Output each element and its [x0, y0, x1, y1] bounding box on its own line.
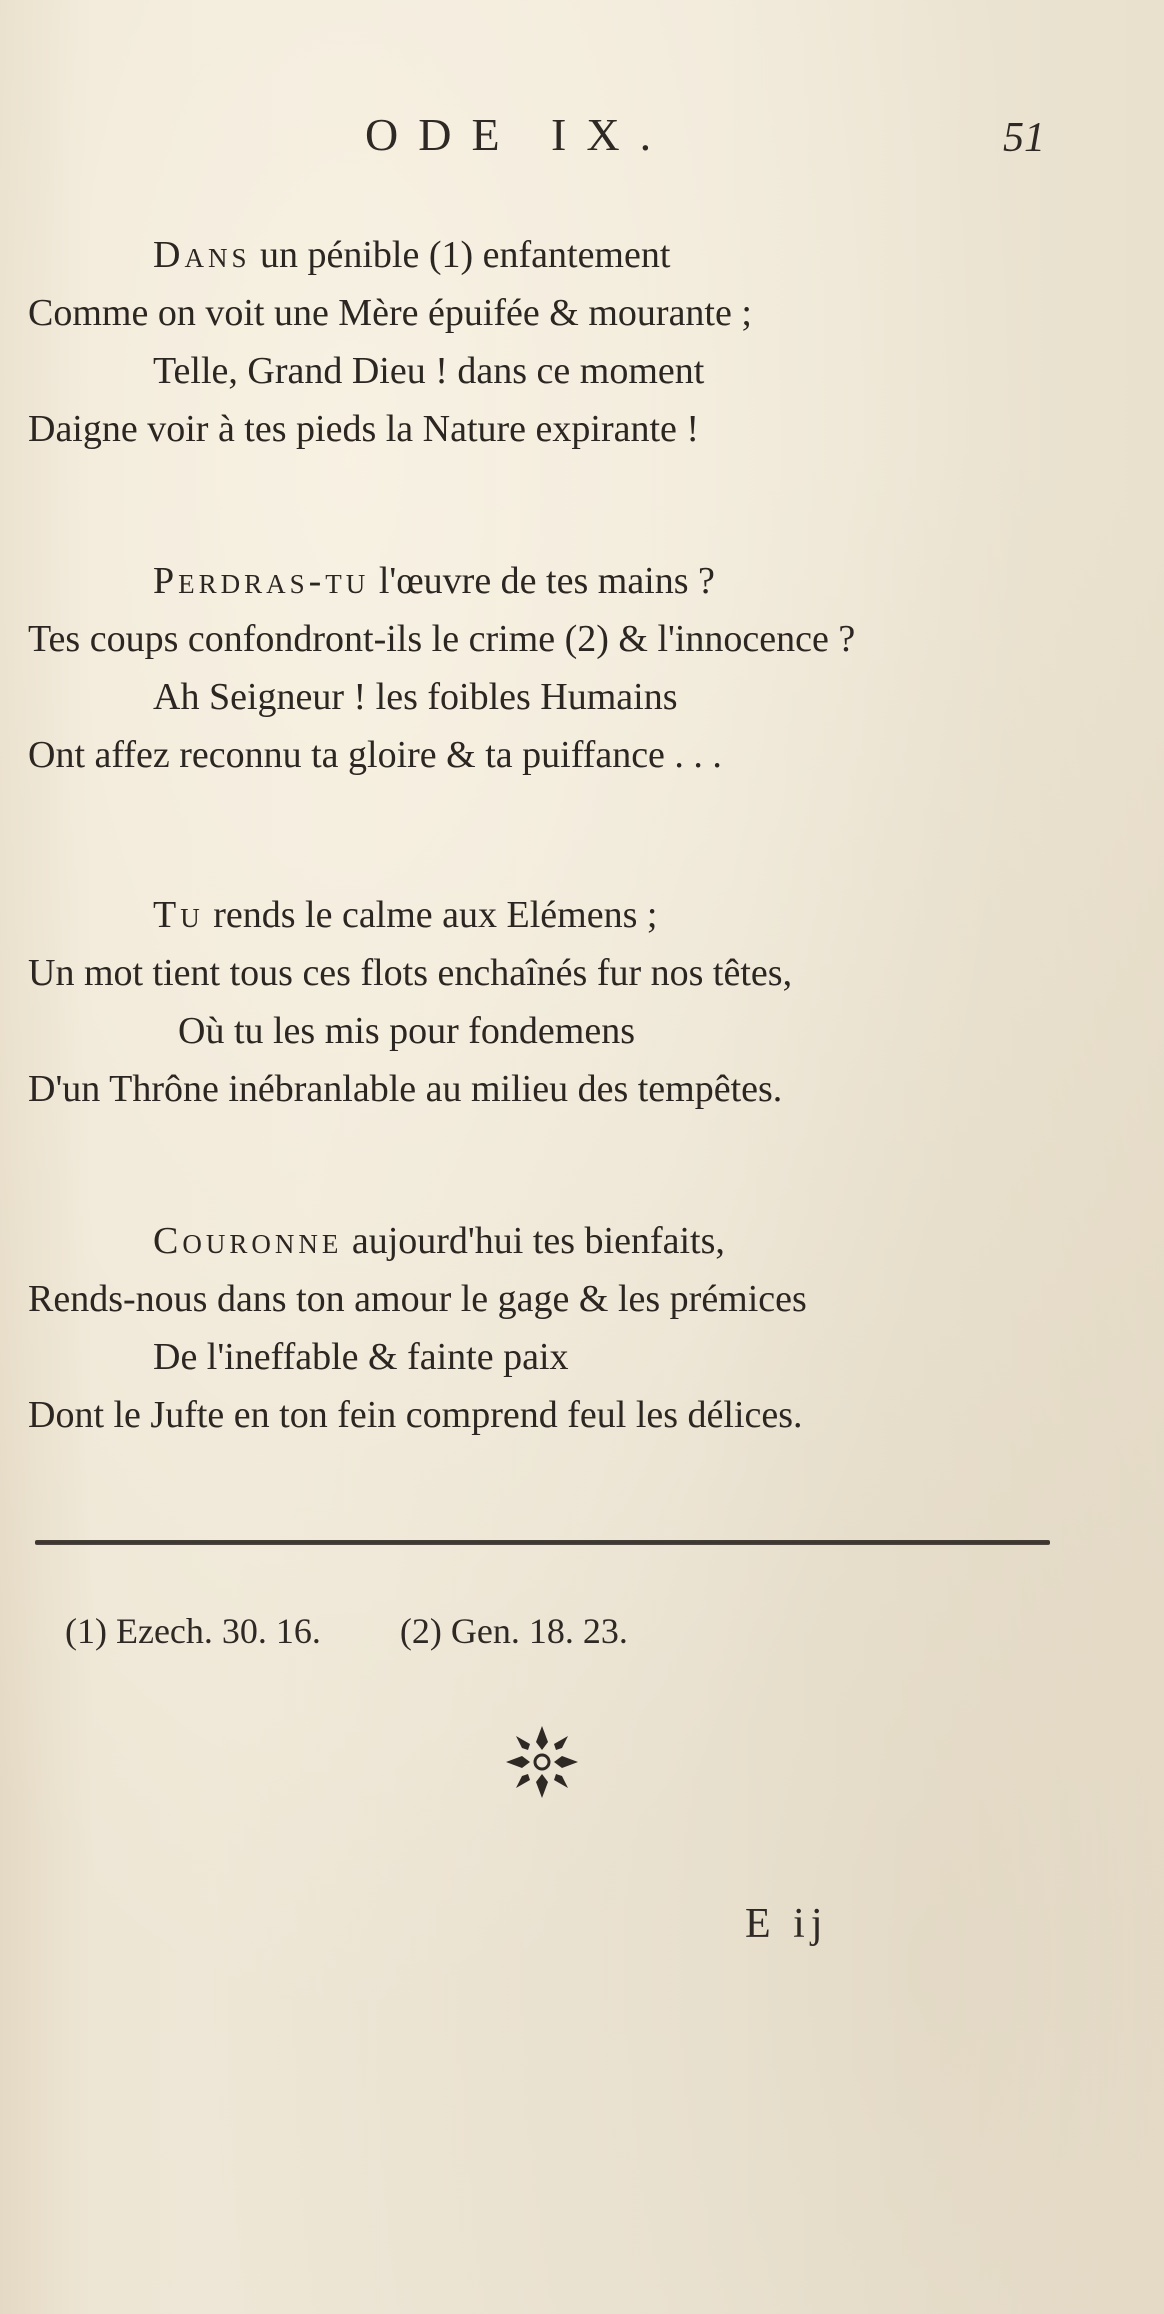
page-header — [0, 108, 1164, 168]
verse-line — [28, 400, 1128, 458]
verse-line — [28, 610, 1128, 668]
stanza-3 — [28, 886, 1128, 1118]
verse-line — [28, 552, 1128, 610]
stanza-lead-word: Couronne — [153, 1220, 343, 1262]
verse-text: l'œuvre de tes mains ? — [369, 560, 715, 602]
footnote-divider-rule — [35, 1540, 1050, 1545]
verse-text: un pénible (1) enfantement — [250, 234, 671, 276]
verse-text: Telle, Grand Dieu ! dans ce moment — [153, 350, 705, 392]
verse-line — [28, 668, 1128, 726]
verse-line — [28, 284, 1128, 342]
stanza-lead-word: Perdras-tu — [153, 560, 370, 602]
stanza-4 — [28, 1212, 1128, 1444]
verse-line — [28, 726, 1128, 784]
verse-text: Daigne voir à tes pieds la Nature expirante ! — [28, 408, 700, 450]
stanza-1 — [28, 226, 1128, 458]
footnote-2: (2) Gen. 18. 23. — [399, 1611, 628, 1651]
verse-text: Dont le Jufte en ton fein comprend feul les délices. — [28, 1394, 803, 1436]
footnote-1: (1) Ezech. 30. 16. — [65, 1611, 321, 1651]
fleuron-ornament-icon — [500, 1720, 584, 1804]
verse-line — [28, 226, 1128, 284]
verse-line — [28, 1270, 1128, 1328]
verse-line — [28, 1328, 1128, 1386]
verse-line — [28, 1386, 1128, 1444]
verse-text: Un mot tient tous ces flots enchaînés fur nos têtes, — [28, 952, 793, 994]
verse-line — [28, 944, 1128, 1002]
stanza-lead-word: Dans — [153, 234, 251, 276]
footnotes — [65, 1610, 698, 1652]
running-title: ODE IX. — [365, 109, 672, 160]
verse-line — [28, 1212, 1128, 1270]
verse-line — [28, 886, 1128, 944]
verse-line — [28, 1060, 1128, 1118]
stanza-lead-word: Tu — [153, 894, 204, 936]
verse-line — [28, 1002, 1128, 1060]
verse-text: D'un Thrône inébranlable au milieu des tempêtes. — [28, 1068, 783, 1110]
verse-line — [28, 342, 1128, 400]
page-number: 51 — [1003, 115, 1045, 161]
verse-text: Rends-nous dans ton amour le gage & les prémices — [28, 1278, 807, 1320]
verse-text: Ah Seigneur ! les foibles Humains — [153, 676, 678, 718]
signature-mark: E ij — [745, 1901, 829, 1947]
verse-text: Où tu les mis pour fondemens — [178, 1010, 636, 1052]
verse-text: Tes coups confondront-ils le crime (2) & l'innocence ? — [28, 618, 856, 660]
verse-text: Ont affez reconnu ta gloire & ta puiffance . . . — [28, 734, 722, 776]
verse-text: De l'ineffable & fainte paix — [153, 1336, 569, 1378]
verse-text: Comme on voit une Mère épuifée & mourante ; — [28, 292, 752, 334]
verse-text: aujourd'hui tes bienfaits, — [342, 1220, 725, 1262]
stanza-2 — [28, 552, 1128, 784]
verse-text: rends le calme aux Elémens ; — [203, 894, 658, 936]
